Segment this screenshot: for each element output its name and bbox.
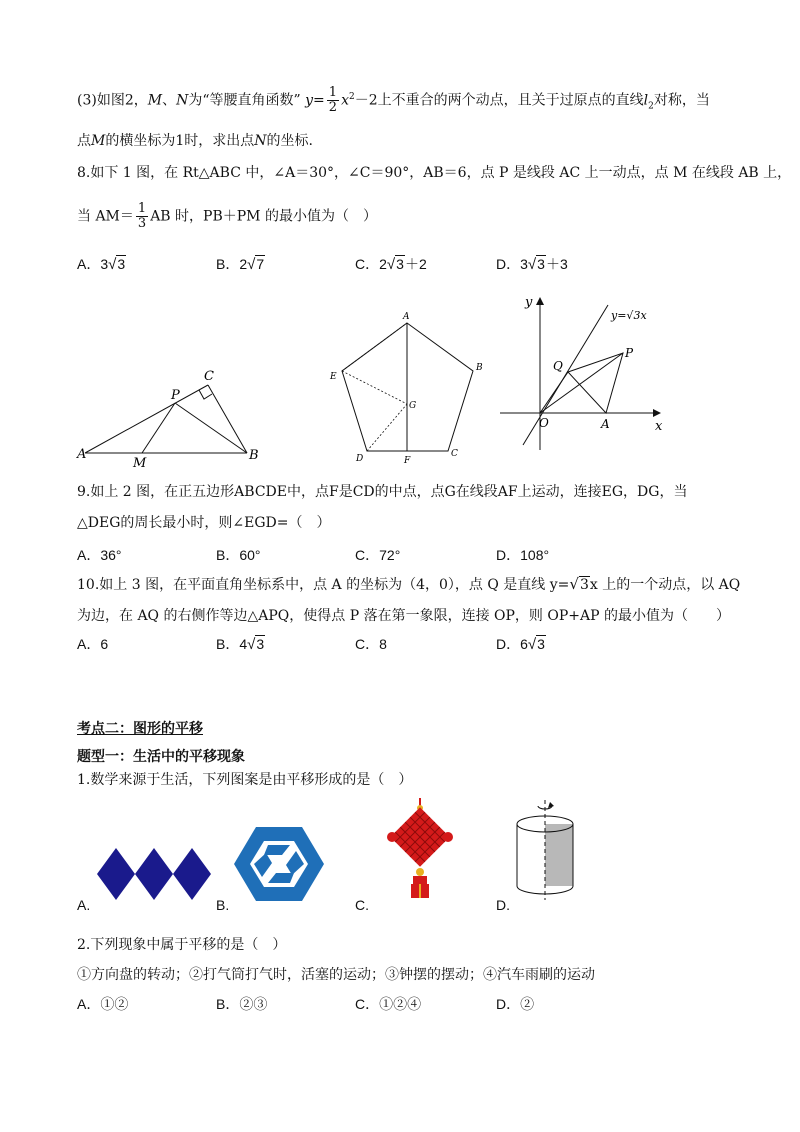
p1-figure-c-chinese-knot <box>380 798 460 900</box>
p1-figure-a-diamonds <box>97 848 212 900</box>
p2-option-b[interactable] <box>216 994 267 1014</box>
q7-text: (3)如图2， <box>77 92 148 109</box>
sqrt-icon: √ <box>527 636 537 653</box>
q9-option-c-label: C． <box>355 547 380 563</box>
q8-option-a-label: A． <box>77 256 101 272</box>
q10-option-a-value: 6 <box>100 636 109 652</box>
q9-stem-2: △DEG的周长最小时，则∠EGD=（ ） <box>77 515 331 531</box>
q8-option-c-pre: 2 <box>379 256 387 272</box>
q9-option-b[interactable] <box>216 545 261 565</box>
sqrt-icon: √ <box>108 256 117 273</box>
q9-option-a-value: 36° <box>100 547 122 563</box>
q10-option-b-rad: 3 <box>256 636 265 652</box>
q9-option-d-value: 108° <box>520 547 550 563</box>
p2-option-a[interactable] <box>77 994 128 1014</box>
q10-option-c-value: 8 <box>379 636 387 652</box>
p2-option-d-value: ② <box>520 996 535 1012</box>
q8-option-d-post: ＋3 <box>545 256 568 272</box>
q8-option-b-pre: 2 <box>239 256 248 272</box>
q10-option-b-label: B． <box>216 636 240 652</box>
sqrt-icon: √ <box>569 575 579 593</box>
q8-stem-2 <box>77 202 377 231</box>
q7-text-end: 对称，当 <box>653 92 710 109</box>
fig1-label-p: P <box>171 388 180 403</box>
q7-text-mid: 为“等腰直角函数” <box>188 92 301 109</box>
q9-option-a[interactable] <box>77 545 122 565</box>
fig2-label-f: F <box>404 456 411 466</box>
sqrt-icon: √ <box>527 256 537 273</box>
q8-l2-a: 当 AM＝ <box>77 208 134 225</box>
p2-option-c[interactable] <box>355 994 421 1014</box>
q7-func-x: x <box>341 92 349 109</box>
q9-option-c[interactable] <box>355 545 400 565</box>
fig3-line-label: y=√3x <box>611 309 647 322</box>
p2-option-d[interactable] <box>496 994 534 1014</box>
p2-question: 2.下列现象中属于平移的是（ ） <box>77 937 287 953</box>
sqrt-icon: √ <box>247 636 256 653</box>
q10-option-d-pre: 6 <box>520 636 528 652</box>
diamond-shape <box>135 848 173 900</box>
fig3-label-a: A <box>601 417 610 431</box>
q7-line-l: l <box>643 92 649 109</box>
fig1-label-a: A <box>77 447 87 462</box>
q7-func-tail: －2 <box>354 92 378 109</box>
q7-l2-n: N <box>254 133 267 149</box>
q7-frac-den: 2 <box>328 100 338 115</box>
q10-option-d[interactable] <box>496 634 546 654</box>
q7-func-y: y <box>305 92 314 109</box>
q7-func-exp: 2 <box>348 91 355 102</box>
p2-option-a-value: ①② <box>100 996 129 1012</box>
diamond-shape <box>173 848 211 900</box>
fig3-label-o: O <box>539 416 549 430</box>
fig3-label-q: Q <box>553 359 563 373</box>
q9-option-d-label: D． <box>496 547 521 563</box>
q9-stem-1: 9.如上 2 图，在正五边形ABCDE中，点F是CD的中点，点G在线段AF上运动，连接EG，DG，当 <box>77 484 688 500</box>
q10-stem-2: 为边，在 AQ 的右侧作等边△APQ，使得点 P 落在第一象限，连接 OP，则 OP+AP 的最小值为（ ） <box>77 608 730 624</box>
q8-option-c[interactable] <box>355 254 427 274</box>
q8-option-d[interactable] <box>496 254 568 274</box>
q9-option-c-value: 72° <box>379 547 401 563</box>
fig2-label-d: D <box>356 454 364 464</box>
q7-fraction <box>327 86 339 115</box>
p1-option-b[interactable]: B. <box>216 897 230 913</box>
q8-option-d-rad: 3 <box>537 256 545 272</box>
p1-figure-b-logo <box>234 825 324 903</box>
q10-option-b[interactable] <box>216 634 265 654</box>
p1-figure-d-cylinder <box>510 796 580 902</box>
q7-l2-c: 的坐标. <box>266 133 313 149</box>
q9-option-a-label: A． <box>77 547 101 563</box>
p1-option-d[interactable]: D. <box>496 897 510 913</box>
p2-option-a-label: A． <box>77 996 101 1012</box>
q8-option-c-label: C． <box>355 256 380 272</box>
sqrt-icon: √ <box>386 256 396 273</box>
q10-stem-1 <box>77 574 740 594</box>
diamond-shape <box>97 848 135 900</box>
fig2-label-e: E <box>330 372 337 382</box>
q8-frac-den: 3 <box>137 216 147 231</box>
q9-option-d[interactable] <box>496 545 549 565</box>
q7-frac-num: 1 <box>328 85 338 100</box>
q8-fraction <box>136 202 148 231</box>
q8-option-c-post: ＋2 <box>404 256 427 272</box>
q10-l1-rad: 3 <box>579 577 589 593</box>
q7-text-after: 上不重合的两个动点，且关于过原点的直线 <box>377 92 644 109</box>
q8-option-c-rad: 3 <box>396 256 404 272</box>
q7-l2-a: 点 <box>77 133 91 149</box>
q8-option-a[interactable] <box>77 254 126 274</box>
q7-sep: 、 <box>162 92 177 109</box>
q10-option-a-label: A． <box>77 636 101 652</box>
q8-option-a-pre: 3 <box>100 256 109 272</box>
q10-l1-a: 10.如上 3 图，在平面直角坐标系中，点 A 的坐标为（4，0），点 Q 是直线 y= <box>77 577 570 593</box>
q7-line-2 <box>77 130 313 150</box>
q8-option-d-label: D． <box>496 256 521 272</box>
fig1-label-b: B <box>249 448 259 463</box>
fig3-label-p: P <box>625 346 634 360</box>
q7-line-sub: 2 <box>648 101 654 112</box>
q10-option-c-label: C． <box>355 636 380 652</box>
q8-l2-b: AB 时，PB＋PM 的最小值为（ ） <box>150 208 377 225</box>
q7-point-m: M <box>147 92 163 109</box>
q9-option-b-label: B． <box>216 547 240 563</box>
q8-option-b-label: B． <box>216 256 240 272</box>
figure-3-coordinate <box>495 290 675 455</box>
fig2-label-a: A <box>403 312 410 322</box>
sqrt-icon: √ <box>247 256 256 273</box>
figure-2-pentagon <box>320 305 495 470</box>
q10-option-a[interactable] <box>77 634 108 654</box>
fig1-label-c: C <box>204 369 214 384</box>
q10-option-b-pre: 4 <box>239 636 248 652</box>
p2-option-b-value: ②③ <box>239 996 268 1012</box>
p2-items: ①方向盘的转动；②打气筒打气时，活塞的运动；③钟摆的摆动；④汽车雨刷的运动 <box>77 967 595 983</box>
q8-option-a-rad: 3 <box>117 256 126 272</box>
section-subtitle: 题型一：生活中的平移现象 <box>77 749 245 765</box>
fig3-label-y: y <box>525 295 533 310</box>
fig2-label-c: C <box>451 449 458 459</box>
p2-option-c-value: ①②④ <box>379 996 422 1012</box>
fig2-label-g: G <box>409 401 417 411</box>
q7-l2-b: 的横坐标为1时，求出点 <box>105 133 255 149</box>
figure-1-triangle <box>75 365 270 470</box>
q8-option-b-rad: 7 <box>256 256 265 272</box>
p1-option-c[interactable]: C. <box>355 897 369 913</box>
q10-l1-b: x 上的一个动点，以 AQ <box>589 577 741 593</box>
q7-point-n: N <box>176 92 189 109</box>
fig3-label-x: x <box>655 419 663 434</box>
p1-question: 1.数学来源于生活，下列图案是由平移形成的是（ ） <box>77 772 413 788</box>
p2-option-c-label: C． <box>355 996 380 1012</box>
q8-frac-num: 1 <box>137 201 147 216</box>
section-title: 考点二：图形的平移 <box>77 721 203 737</box>
p1-option-a[interactable]: A. <box>77 897 91 913</box>
p2-option-d-label: D． <box>496 996 521 1012</box>
q10-option-d-rad: 3 <box>537 636 545 652</box>
q10-option-d-label: D． <box>496 636 521 652</box>
q8-stem-1: 8.如下 1 图，在 Rt△ABC 中，∠A＝30°，∠C＝90°，AB＝6，点 P 是线段 AC 上一动点，点 M 在线段 AB 上， <box>77 165 792 181</box>
q7-l2-m: M <box>91 133 106 149</box>
fig1-label-m: M <box>133 456 147 470</box>
fig2-label-b: B <box>476 363 483 373</box>
q7-func-eq: = <box>313 92 325 109</box>
q10-option-c[interactable] <box>355 634 387 654</box>
q9-option-b-value: 60° <box>239 547 261 563</box>
q7-line-1 <box>77 86 710 115</box>
p2-option-b-label: B． <box>216 996 240 1012</box>
q8-option-d-pre: 3 <box>520 256 528 272</box>
q8-option-b[interactable] <box>216 254 265 274</box>
